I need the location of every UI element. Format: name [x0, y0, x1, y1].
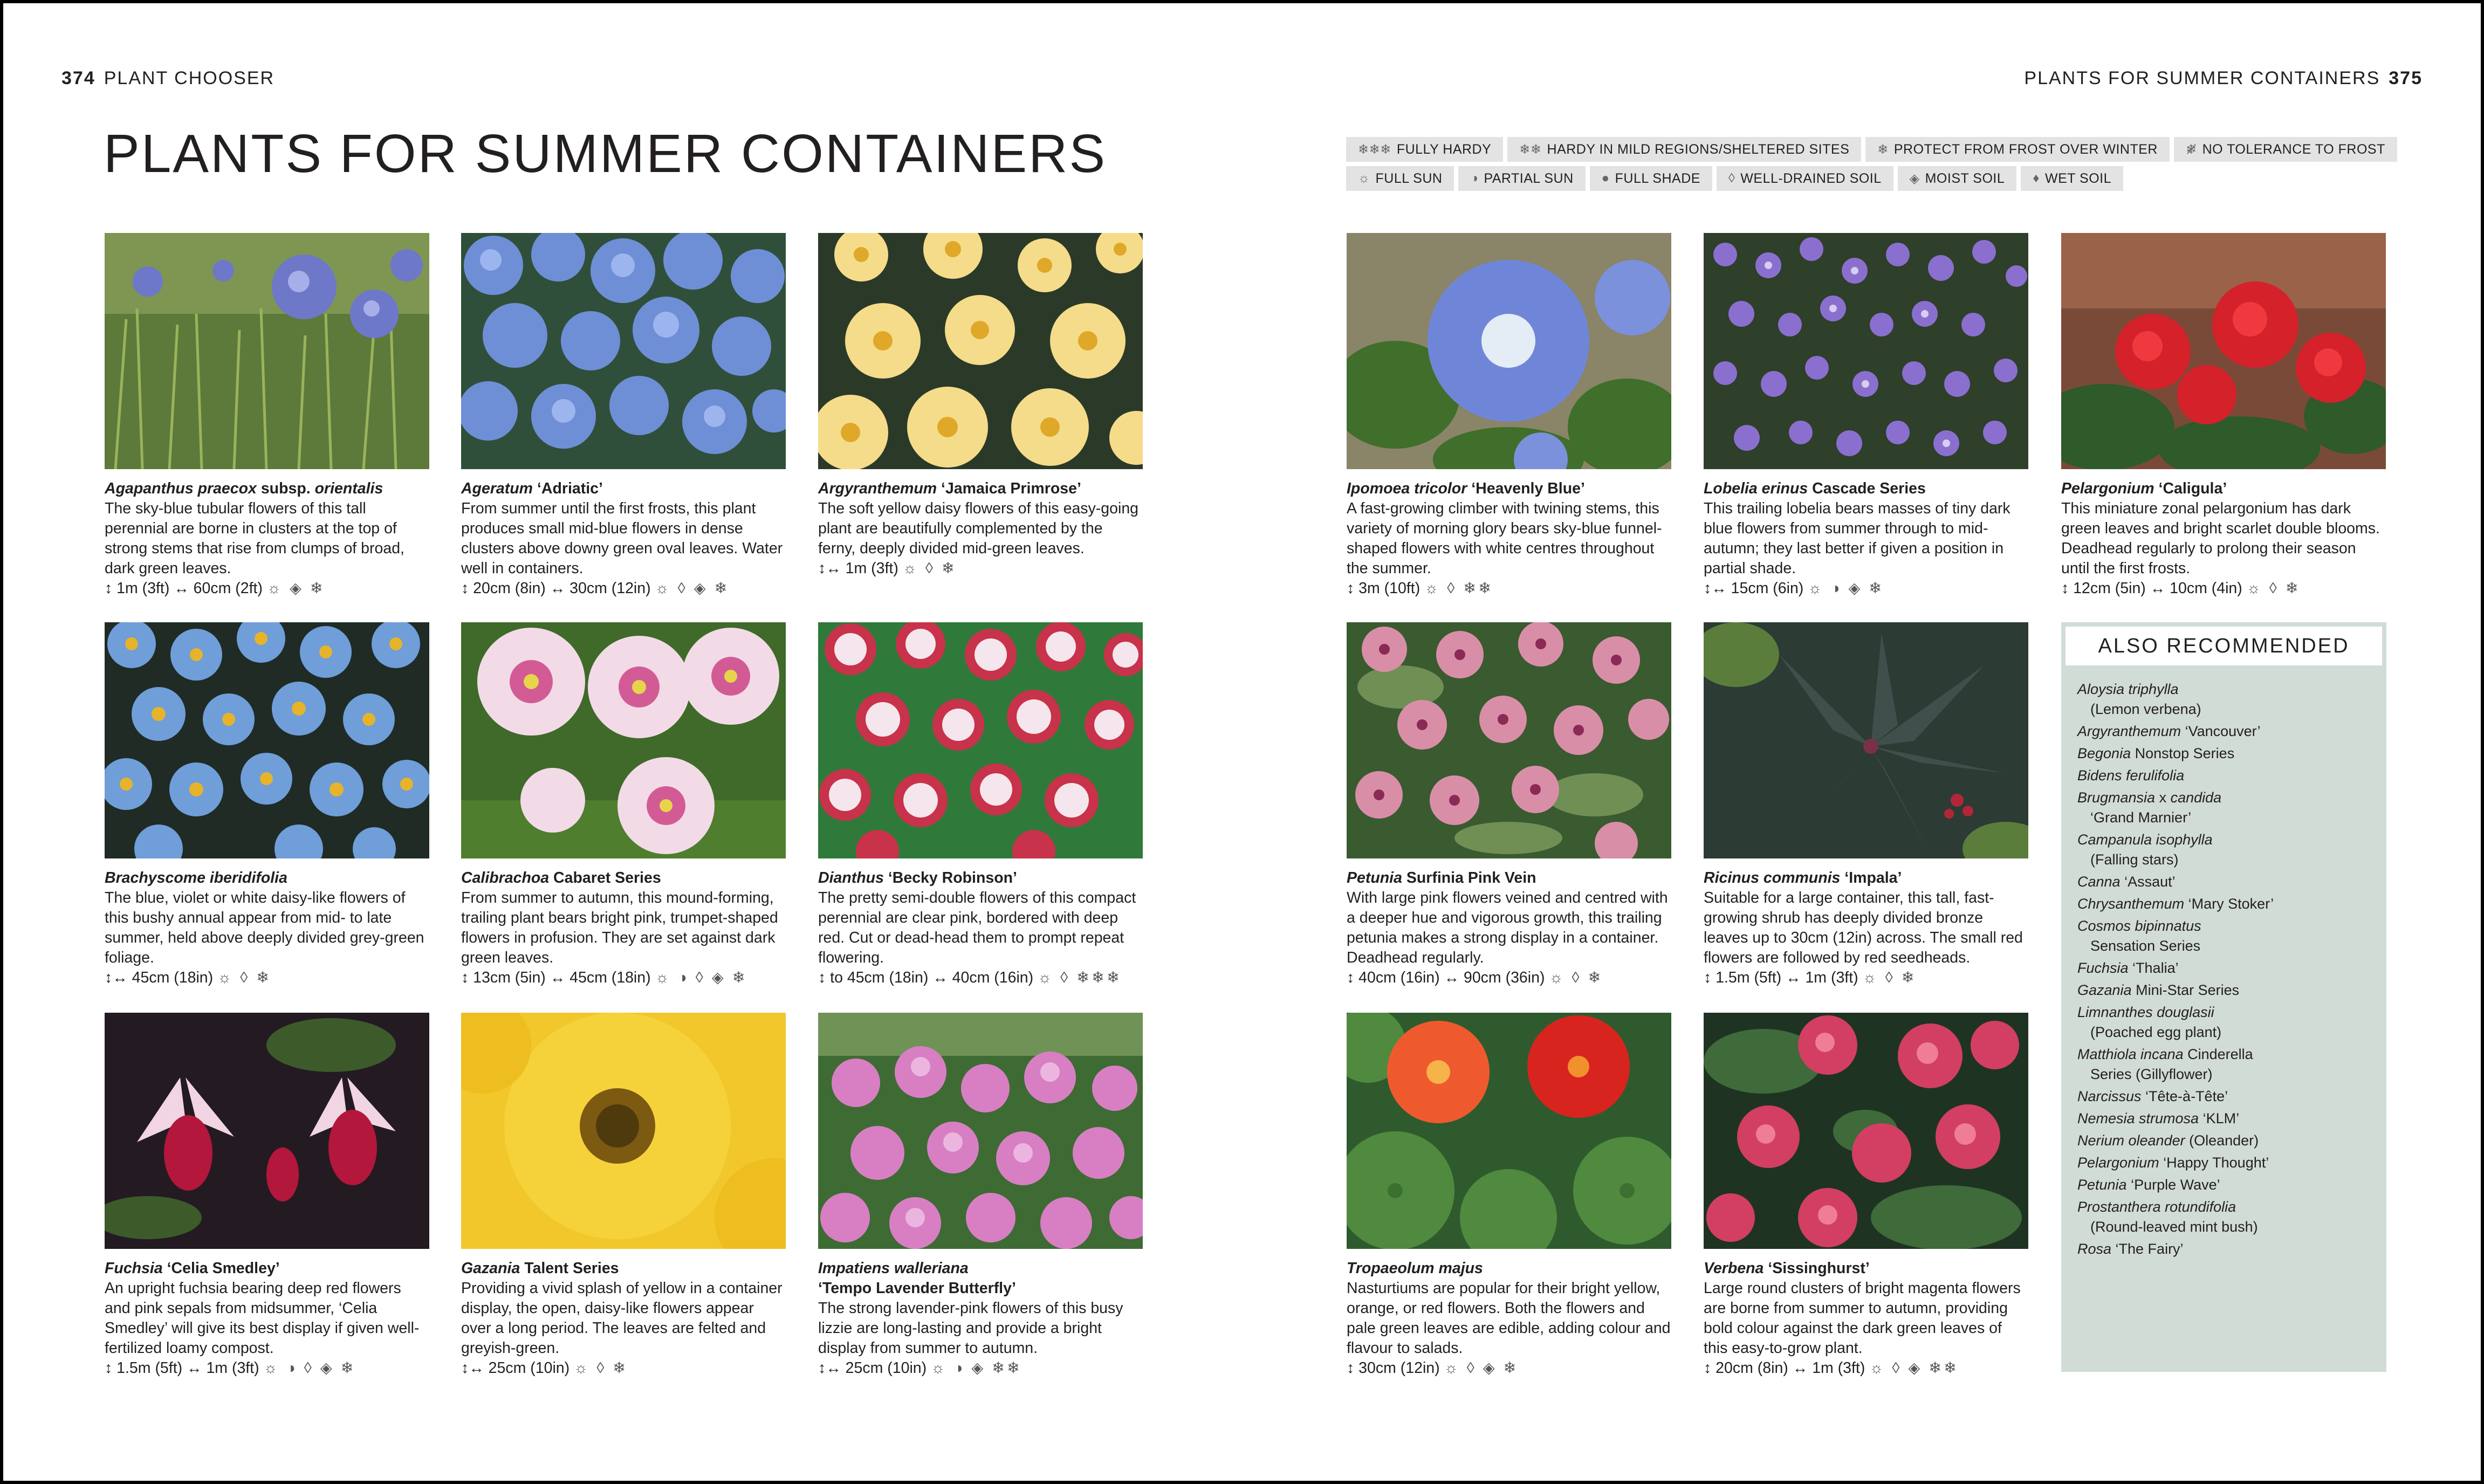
petunia-caption [1347, 868, 1671, 988]
symbol-legend [1346, 137, 2387, 195]
plant-genus: Fuchsia [2077, 960, 2129, 976]
plant-entry-argyranthemum [818, 233, 1143, 579]
conditions-icons: ☼ ◑ ◊ ◈ ❄ [263, 1359, 356, 1377]
plant-size [1704, 579, 2028, 599]
plant-size [105, 579, 429, 599]
legend-label: MOIST SOIL [1925, 170, 2005, 186]
conditions-icons: ☼ ◑ ◈ ❄ [1808, 580, 1884, 597]
partial-sun-icon: ◑ [1470, 171, 1479, 186]
legend-label: WELL-DRAINED SOIL [1740, 170, 1882, 186]
ipomoea-photo [1347, 233, 1671, 469]
plant-entry-lobelia [1704, 233, 2028, 599]
legend-label: PARTIAL SUN [1484, 170, 1574, 186]
list-item [2077, 957, 2370, 979]
plant-name-rest: x [2155, 789, 2171, 806]
plant-dimensions: ↕ 20cm (8in) ↔ 30cm (12in) [461, 580, 651, 597]
plant-genus: Tropaeolum majus [1347, 1260, 1483, 1277]
plant-name [105, 868, 429, 888]
conditions-icons: ☼ ◊ ◈ ❄ [655, 580, 730, 597]
plant-dimensions: ↕ 3m (10ft) [1347, 580, 1421, 597]
plant-name-rest: ‘Caligula’ [2154, 480, 2227, 497]
legend-full-shade [1590, 166, 1712, 191]
plant-genus: Petunia [2077, 1177, 2127, 1193]
conditions-icons: ☼ ◊ ❄ [1549, 969, 1603, 986]
plant-dimensions: ↕ to 45cm (18in) ↔ 40cm (16in) [818, 969, 1034, 986]
list-item [2077, 829, 2370, 871]
list-item [2077, 1130, 2370, 1152]
plant-common-name: Series (Gillyflower) [2090, 1066, 2213, 1082]
gazania-caption [461, 1259, 786, 1378]
plant-size [1347, 968, 1671, 988]
list-item [2077, 678, 2370, 720]
left-running-head [61, 68, 275, 89]
legend-moist-soil [1898, 166, 2017, 191]
plant-name-rest: ‘Thalia’ [2128, 960, 2179, 976]
plant-species: candida [2170, 789, 2222, 806]
legend-wet-soil [2021, 166, 2123, 191]
plant-size [1347, 579, 1671, 599]
plant-name-rest: ‘Adriatic’ [533, 480, 603, 497]
plant-dimensions: ↕ 30cm (12in) [1347, 1359, 1440, 1377]
plant-name-rest: Cascade Series [1808, 480, 1926, 497]
plant-genus: Impatiens walleriana [818, 1260, 969, 1277]
list-item [2077, 1152, 2370, 1174]
ageratum-photo [461, 233, 786, 469]
plant-genus: Limnanthes douglasii [2077, 1004, 2214, 1020]
plant-genus: Matthiola incana [2077, 1046, 2184, 1062]
also-recommended-box [2061, 622, 2386, 1372]
plant-size [461, 968, 786, 988]
plant-description: A fast-growing climber with twining stems, this variety of morning glory bears sky-blue funnel-shaped flowers with white centres throughout the summer. [1347, 500, 1662, 577]
impatiens-caption [818, 1259, 1143, 1378]
plant-genus: Chrysanthemum [2077, 896, 2185, 912]
plant-name-rest: ‘Sissinghurst’ [1763, 1260, 1870, 1277]
plant-name-rest: ‘Mary Stoker’ [2184, 896, 2274, 912]
impatiens-photo [818, 1013, 1143, 1249]
plant-name-rest: Cinderella [2183, 1046, 2253, 1062]
plant-name-rest: ‘Heavenly Blue’ [1467, 480, 1585, 497]
plant-entry-gazania [461, 1013, 786, 1378]
plant-dimensions: ↕↔ 1m (3ft) [818, 560, 898, 577]
plant-description: From summer until the first frosts, this plant produces small mid-blue flowers in dense clusters above downy green oval leaves. Water well in containers. [461, 500, 783, 577]
list-item [2077, 1085, 2370, 1108]
plant-size [1704, 968, 2028, 988]
plant-dimensions: ↕↔ 45cm (18in) [105, 969, 214, 986]
plant-genus: Campanula isophylla [2077, 832, 2213, 848]
tropaeolum-photo [1347, 1013, 1671, 1249]
plant-name-rest: ‘Purple Wave’ [2126, 1177, 2220, 1193]
plant-genus: Nemesia strumosa [2077, 1110, 2199, 1126]
plant-entry-pelargonium [2061, 233, 2386, 599]
legend-full-sun [1346, 166, 1454, 191]
argyranthemum-caption [818, 479, 1143, 579]
plant-genus: Agapanthus praecox [105, 480, 257, 497]
plant-genus: Brugmansia [2077, 789, 2156, 806]
plant-common-name: (Round-leaved mint bush) [2090, 1219, 2258, 1235]
list-item [2077, 765, 2370, 787]
ipomoea-caption [1347, 479, 1671, 599]
plant-genus: Nerium oleander [2077, 1132, 2185, 1149]
legend-label: PROTECT FROM FROST OVER WINTER [1893, 141, 2158, 157]
plant-name-rest: ‘Celia Smedley’ [162, 1260, 280, 1277]
plant-name [461, 868, 786, 888]
plant-name-rest: ‘Happy Thought’ [2159, 1155, 2269, 1171]
plant-dimensions: ↕ 1m (3ft) ↔ 60cm (2ft) [105, 580, 263, 597]
plant-name [461, 479, 786, 499]
tropaeolum-caption [1347, 1259, 1671, 1378]
conditions-icons: ☼ ◊ ❄❄ [1424, 580, 1494, 597]
lobelia-caption [1704, 479, 2028, 599]
legend-no-tolerance [2174, 137, 2397, 162]
drop-half-icon: ◈ [1909, 171, 1920, 186]
list-item [2077, 1043, 2370, 1085]
plant-cultivar: ‘Grand Marnier’ [2090, 809, 2192, 826]
plant-size [105, 968, 429, 988]
legend-row-conditions [1346, 166, 2387, 191]
list-item [2077, 915, 2370, 957]
left-section-title: PLANT CHOOSER [104, 68, 275, 88]
ageratum-caption [461, 479, 786, 599]
plant-name-rest: ‘Vancouver’ [2181, 723, 2261, 739]
plant-name-rest: ‘Jamaica Primrose’ [937, 480, 1081, 497]
snowflake-icon: ❄❄❄ [1358, 142, 1391, 157]
list-item [2077, 893, 2370, 915]
plant-name-rest: Talent Series [520, 1260, 619, 1277]
plant-entry-tropaeolum [1347, 1013, 1671, 1378]
plant-description: This miniature zonal pelargonium has dark green leaves and bright scarlet double blooms. Deadhead regularly to prolong their season until the first frosts. [2061, 500, 2380, 577]
plant-dimensions: ↕ 13cm (5in) ↔ 45cm (18in) [461, 969, 651, 986]
plant-genus: Ricinus communis [1704, 869, 1841, 887]
plant-name [818, 479, 1143, 499]
plant-description: Large round clusters of bright magenta flowers are borne from summer to autumn, providing bold colour against the dark green leaves of this easy-to-grow plant. [1704, 1280, 2021, 1357]
pelargonium-caption [2061, 479, 2386, 599]
list-item [2077, 720, 2370, 743]
plant-dimensions: ↕↔ 25cm (10in) [818, 1359, 927, 1377]
list-item [2077, 1001, 2370, 1043]
right-section-title: PLANTS FOR SUMMER CONTAINERS [2024, 68, 2380, 88]
plant-size [2061, 579, 2386, 599]
fuchsia-photo [105, 1013, 429, 1249]
list-item [2077, 1174, 2370, 1196]
legend-hardy-mild [1507, 137, 1861, 162]
plant-entry-ageratum [461, 233, 786, 599]
plant-genus: Ipomoea tricolor [1347, 480, 1467, 497]
plant-genus: Cosmos bipinnatus [2077, 918, 2201, 934]
plant-name [1704, 1259, 2028, 1279]
argyranthemum-photo [818, 233, 1143, 469]
plant-entry-petunia [1347, 622, 1671, 988]
plant-description: Suitable for a large container, this tall, fast-growing shrub has deeply divided bronze leaves up to 30cm (12in) across. The small red flowers are followed by red seedheads. [1704, 889, 2023, 966]
plant-common-name: (Lemon verbena) [2090, 701, 2201, 717]
legend-protect-frost [1865, 137, 2170, 162]
plant-common-name: (Falling stars) [2090, 851, 2179, 868]
conditions-icons: ☼ ◊ ❄❄❄ [1038, 969, 1122, 986]
plant-name [1347, 479, 1671, 499]
plant-name-rest: ‘Assaut’ [2120, 874, 2176, 890]
plant-cultivar: Sensation Series [2090, 938, 2201, 954]
legend-label: HARDY IN MILD REGIONS/SHELTERED SITES [1547, 141, 1850, 157]
list-item [2077, 787, 2370, 829]
plant-genus: Calibrachoa [461, 869, 550, 887]
plant-name [105, 479, 429, 499]
plant-genus: Pelargonium [2061, 480, 2154, 497]
plant-genus: Aloysia triphylla [2077, 681, 2179, 697]
conditions-icons: ☼ ◊ ❄ [2246, 580, 2301, 597]
legend-well-drained [1717, 166, 1893, 191]
plant-name [461, 1259, 786, 1279]
agapanthus-caption [105, 479, 429, 599]
plant-name-rest: Cabaret Series [549, 869, 661, 887]
list-item [2077, 979, 2370, 1001]
plant-dimensions: ↕ 1.5m (5ft) ↔ 1m (3ft) [105, 1359, 259, 1377]
plant-genus: Bidens ferulifolia [2077, 767, 2185, 784]
plant-genus: Rosa [2077, 1241, 2112, 1257]
calibrachoa-caption [461, 868, 786, 988]
conditions-icons: ☼ ◊ ❄ [217, 969, 272, 986]
plant-genus: Petunia [1347, 869, 1402, 887]
plant-name [1704, 479, 2028, 499]
dianthus-caption [818, 868, 1143, 988]
conditions-icons: ☼ ◑ ◊ ◈ ❄ [655, 969, 747, 986]
plant-size [461, 1358, 786, 1378]
plant-name-rest: ‘Tempo Lavender Butterfly’ [818, 1280, 1016, 1297]
plant-size [818, 968, 1143, 988]
conditions-icons: ☼ ◈ ❄ [266, 580, 325, 597]
also-recommended-list [2061, 665, 2386, 1260]
plant-genus: Ageratum [461, 480, 533, 497]
plant-entry-brachyscome [105, 622, 429, 988]
plant-description: The soft yellow daisy flowers of this easy-going plant are beautifully complemented by the ferny, deeply divided mid-green leaves. [818, 500, 1139, 557]
plant-entry-ipomoea [1347, 233, 1671, 599]
plant-name [1347, 868, 1671, 888]
plant-name-rest: Mini-Star Series [2131, 982, 2240, 998]
plant-genus: Canna [2077, 874, 2121, 890]
snowflake-icon: ❄❄ [1519, 142, 1542, 157]
plant-name [1704, 868, 2028, 888]
plant-genus: Brachyscome iberidifolia [105, 869, 287, 887]
plant-description: An upright fuchsia bearing deep red flowers and pink sepals from midsummer, ‘Celia Smedley’ will give its best display if given well-fertilized loamy compost. [105, 1280, 420, 1357]
legend-label: FULL SHADE [1615, 170, 1700, 186]
plant-entry-ricinus [1704, 622, 2028, 988]
plant-entry-verbena [1704, 1013, 2028, 1378]
plant-genus: Begonia [2077, 745, 2131, 761]
plant-genus: Dianthus [818, 869, 884, 887]
plant-genus: Gazania [2077, 982, 2132, 998]
also-recommended-title: ALSO RECOMMENDED [2066, 627, 2382, 665]
plant-dimensions: ↕ 20cm (8in) ↔ 1m (3ft) [1704, 1359, 1865, 1377]
verbena-caption [1704, 1259, 2028, 1378]
plant-entry-agapanthus [105, 233, 429, 599]
drop-outline-icon: ◊ [1728, 171, 1735, 186]
plant-genus: Pelargonium [2077, 1155, 2159, 1171]
list-item [2077, 743, 2370, 765]
plant-name-rest: ‘KLM’ [2199, 1110, 2240, 1126]
plant-dimensions: ↕↔ 25cm (10in) [461, 1359, 570, 1377]
plant-genus: Verbena [1704, 1260, 1764, 1277]
plant-genus: Narcissus [2077, 1088, 2142, 1104]
conditions-icons: ☼ ◊ ◈ ❄ [1444, 1359, 1519, 1377]
legend-label: FULLY HARDY [1396, 141, 1492, 157]
right-running-head [2024, 68, 2423, 89]
plant-dimensions: ↕ 1.5m (5ft) ↔ 1m (3ft) [1704, 969, 1858, 986]
legend-row-hardiness [1346, 137, 2387, 162]
shade-icon: ● [1601, 171, 1610, 186]
right-page-number: 375 [2389, 68, 2423, 88]
plant-name-rest: ‘The Fairy’ [2111, 1241, 2184, 1257]
conditions-icons: ☼ ◊ ❄ [902, 560, 957, 577]
lobelia-photo [1704, 233, 2028, 469]
plant-name [818, 868, 1143, 888]
brachyscome-caption [105, 868, 429, 988]
fuchsia-caption [105, 1259, 429, 1378]
dianthus-photo [818, 622, 1143, 858]
sun-icon: ☼ [1358, 171, 1370, 186]
plant-description: Providing a vivid splash of yellow in a container display, the open, daisy-like flowers appear over a long period. The leaves are felted and greyish-green. [461, 1280, 783, 1357]
verbena-photo [1704, 1013, 2028, 1249]
plant-genus: Fuchsia [105, 1260, 163, 1277]
plant-size [1347, 1358, 1671, 1378]
plant-description: With large pink flowers veined and centred with a deeper hue and vigorous growth, this trailing petunia makes a strong display in a container. Deadhead regularly. [1347, 889, 1668, 966]
plant-name [1347, 1259, 1671, 1279]
page-title: PLANTS FOR SUMMER CONTAINERS [104, 123, 1107, 184]
left-page-number: 374 [61, 68, 95, 88]
calibrachoa-photo [461, 622, 786, 858]
petunia-photo [1347, 622, 1671, 858]
plant-description: From summer to autumn, this mound-forming, trailing plant bears bright pink, trumpet-shaped flowers in profusion. They are set against dark green leaves. [461, 889, 778, 966]
plant-genus: Gazania [461, 1260, 520, 1277]
legend-label: NO TOLERANCE TO FROST [2202, 141, 2385, 157]
plant-dimensions: ↕ 12cm (5in) ↔ 10cm (4in) [2061, 580, 2242, 597]
list-item [2077, 1238, 2370, 1260]
conditions-icons: ☼ ◊ ❄ [574, 1359, 628, 1377]
plant-name-rest: ‘Impala’ [1840, 869, 1902, 887]
conditions-icons: ☼ ◑ ◈ ❄❄ [931, 1359, 1022, 1377]
legend-label: FULL SUN [1375, 170, 1443, 186]
drop-filled-icon: ♦ [2033, 171, 2040, 186]
plant-size [818, 559, 1143, 579]
plant-genus: Lobelia erinus [1704, 480, 1808, 497]
plant-description: The blue, violet or white daisy-like flowers of this bushy annual appear from mid- to late summer, held above deeply divided grey-green foliage. [105, 889, 424, 966]
plant-name [818, 1259, 1143, 1298]
plant-entry-calibrachoa [461, 622, 786, 988]
plant-name-rest: (Oleander) [2185, 1132, 2259, 1149]
list-item [2077, 1196, 2370, 1238]
plant-entry-fuchsia [105, 1013, 429, 1378]
plant-subspecies: orientalis [314, 480, 383, 497]
plant-size [461, 579, 786, 599]
agapanthus-photo [105, 233, 429, 469]
plant-common-name: (Poached egg plant) [2090, 1024, 2222, 1040]
plant-entry-impatiens [818, 1013, 1143, 1378]
list-item [2077, 1108, 2370, 1130]
plant-description: This trailing lobelia bears masses of tiny dark blue flowers from summer through to mid-autumn; they last better if given a position in partial shade. [1704, 500, 2010, 577]
plant-description: Nasturtiums are popular for their bright yellow, orange, or red flowers. Both the flowers and pale green leaves are edible, adding colour and flavour to salads. [1347, 1280, 1671, 1357]
plant-dimensions: ↕↔ 15cm (6in) [1704, 580, 1804, 597]
conditions-icons: ☼ ◊ ◈ ❄❄ [1869, 1359, 1959, 1377]
plant-dimensions: ↕ 40cm (16in) ↔ 90cm (36in) [1347, 969, 1545, 986]
list-item [2077, 871, 2370, 893]
ricinus-photo [1704, 622, 2028, 858]
no-frost-icon: ❄̸ [2185, 142, 2197, 157]
plant-description: The sky-blue tubular flowers of this tall perennial are borne in clusters at the top of strong stems that rise from clumps of broad, dark green leaves. [105, 500, 404, 577]
plant-genus: Argyranthemum [818, 480, 937, 497]
plant-size [1704, 1358, 2028, 1378]
plant-description: The pretty semi-double flowers of this compact perennial are clear pink, bordered with deep red. Cut or dead-head them to prompt repeat flowering. [818, 889, 1136, 966]
brachyscome-photo [105, 622, 429, 858]
plant-genus: Prostanthera rotundifolia [2077, 1199, 2236, 1215]
plant-name-rest: ‘Tête-à-Tête’ [2141, 1088, 2228, 1104]
plant-size [818, 1358, 1143, 1378]
plant-size [105, 1358, 429, 1378]
plant-genus: Argyranthemum [2077, 723, 2181, 739]
snowflake-icon: ❄ [1877, 142, 1889, 157]
plant-name-rest: subsp. [256, 480, 315, 497]
plant-entry-dianthus [818, 622, 1143, 988]
plant-name [2061, 479, 2386, 499]
plant-description: The strong lavender-pink flowers of this busy lizzie are long-lasting and provide a bright display from summer to autumn. [818, 1300, 1123, 1357]
pelargonium-photo [2061, 233, 2386, 469]
plant-name-rest: Nonstop Series [2131, 745, 2235, 761]
plant-name-rest: ‘Becky Robinson’ [883, 869, 1017, 887]
legend-fully-hardy [1346, 137, 1503, 162]
plant-name-rest: Surfinia Pink Vein [1402, 869, 1536, 887]
legend-partial-sun [1458, 166, 1585, 191]
conditions-icons: ☼ ◊ ❄ [1862, 969, 1917, 986]
gazania-photo [461, 1013, 786, 1249]
legend-label: WET SOIL [2045, 170, 2112, 186]
plant-name [105, 1259, 429, 1279]
ricinus-caption [1704, 868, 2028, 988]
